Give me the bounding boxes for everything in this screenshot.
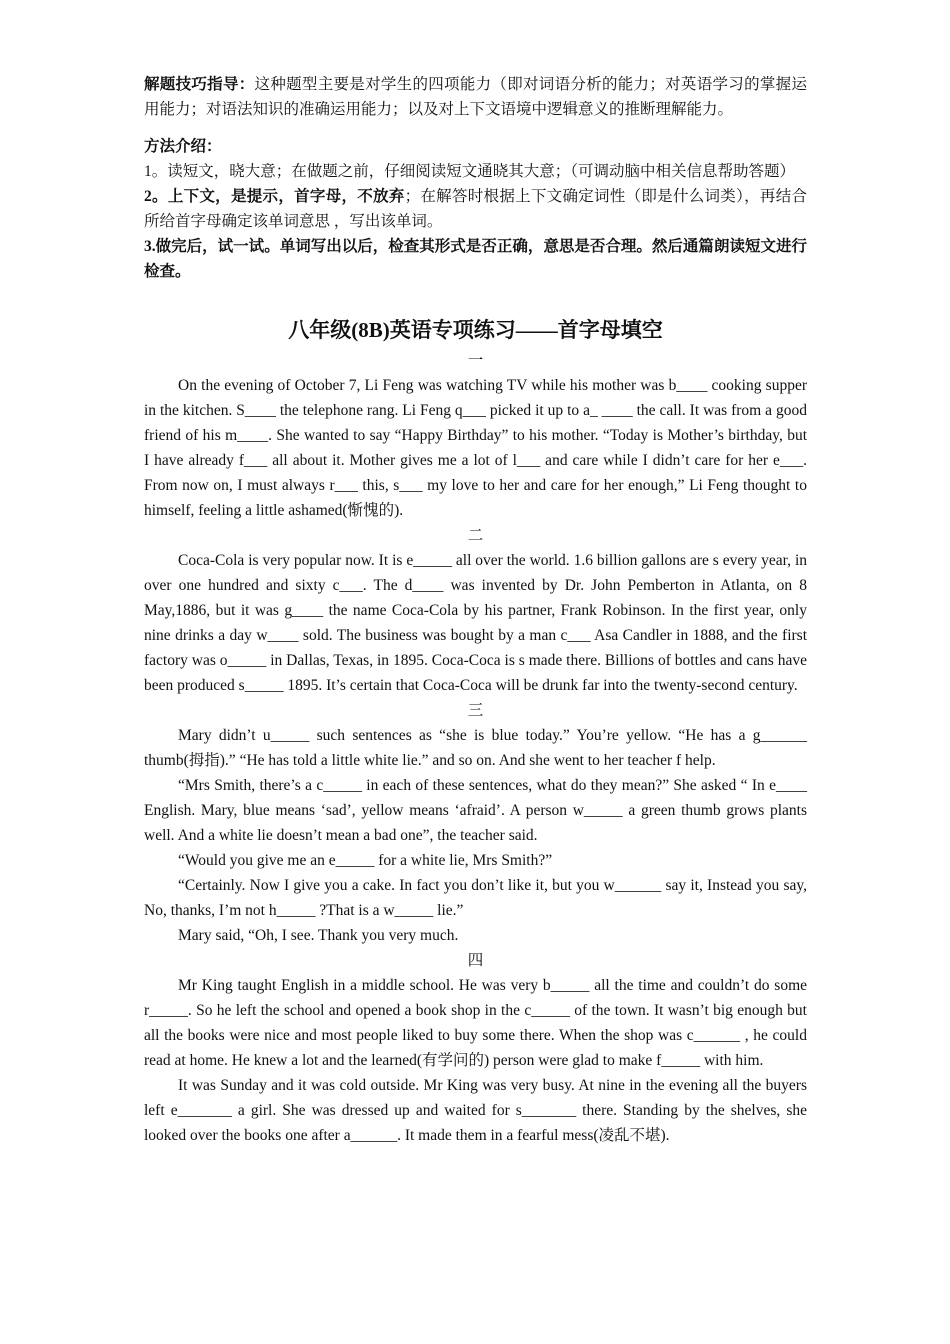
section-2 [144,523,807,698]
passage-paragraph: Coca-Cola is very popular now. It is e_____ all over the world. 1.6 billion gallons are s every year, in over one hundred and sixty c___. The d____ was invented by Dr. John Pemberton in Atlanta, on 8 May,1886, but it was g____ the name Coca-Cola by his partner, Frank Robinson. In the first year, only nine drinks a day w____ sold. The business was bought by a man c___ Asa Candler in 1888, and the first factory was o_____ in Dallas, Texas, in 1895. Coca-Coca is s made there. Billions of bottles and cans have been produced s_____ 1895. It’s certain that Coca-Coca will be drunk far into the twenty-second century. [144,552,807,694]
section-number: 二 [467,527,484,544]
section-number: 四 [467,952,484,969]
method-item-3: 3.做完后，试一试。单词写出以后，检查其形式是否正确，意思是否合理。然后通篇朗读短文进行检查。 [144,238,807,280]
method-item-2-bold: 2。上下文，是提示，首字母，不放弃 [144,188,405,205]
passage-paragraph: It was Sunday and it was cold outside. Mr King was very busy. At nine in the evening all the buyers left e_______ a girl. She was dressed up and waited for s_______ there. Standing by the shelves, she looked over the books one after a______. It made them in a fearful mess(凌乱不堪). [144,1077,807,1144]
page-title: 八年级(8B)英语专项练习——首字母填空 [288,318,663,342]
section-1 [144,348,807,523]
section-3 [144,698,807,948]
section-number: 三 [467,702,484,719]
passage-paragraph: Mary didn’t u_____ such sentences as “she is blue today.” You’re yellow. “He has a g______ thumb(拇指).” “He has told a little white lie.” and so on. And she went to her teacher f help. [144,727,807,769]
method-item-2-text: ；在解答时根据上下文确定词性（即是什么词类），再结合所给首字母确定该单词意思 ，写出该单词。 [144,188,807,230]
tips-text: 这种题型主要是对学生的四项能力（即对词语分析的能力；对英语学习的掌握运用能力；对语法知识的准确运用能力；以及对上下文语境中逻辑意义的推断理解能力。 [144,76,807,118]
intro-section [144,72,807,284]
method-label: 方法介绍： [144,138,222,155]
method-item-2 [144,184,807,234]
passage-paragraph: “Certainly. Now I give you a cake. In fact you don’t like it, but you w______ say it, Instead you say, No, thanks, I’m not h_____ ?That is a w_____ lie.” [144,877,807,919]
document-page [144,72,807,1148]
method-item-1: 1。读短文，晓大意；在做题之前，仔细阅读短文通晓其大意；（可调动脑中相关信息帮助答题） [144,163,796,180]
section-4 [144,948,807,1148]
passage-paragraph: “Mrs Smith, there’s a c_____ in each of these sentences, what do they mean?” She asked “ In e____ English. Mary, blue means ‘sad’, yellow means ‘afraid’. A person w_____ a green thumb grows plants well. And a white lie doesn’t mean a bad one”, the teacher said. [144,777,807,844]
passage-paragraph: Mary said, “Oh, I see. Thank you very much. [178,927,459,944]
section-number: 一 [467,352,484,369]
passage-paragraph: On the evening of October 7, Li Feng was watching TV while his mother was b____ cooking supper in the kitchen. S____ the telephone rang. Li Feng q___ picked it up to a_ ____ the call. It was from a good friend of his m____. She wanted to say “Happy Birthday” to his mother. “Today is Mother’s birthday, but I have already f___ all about it. Mother gives me a lot of l___ and care while I didn’t care for her e___. From now on, I must always r___ this, s___ my love to her and care for her enough,” Li Feng thought to himself, feeling a little ashamed(惭愧的). [144,377,807,519]
passage-paragraph: Mr King taught English in a middle school. He was very b_____ all the time and couldn’t do some r_____. So he left the school and opened a book shop in the c_____ of the town. It wasn’t big enough but all the books were nice and most people liked to buy some there. When the shop was c______ , he could read at home. He knew a lot and the learned(有学问的) person were glad to make f_____ with him. [144,977,807,1069]
tips-label: 解题技巧指导： [144,76,255,93]
passage-paragraph: “Would you give me an e_____ for a white lie, Mrs Smith?” [178,852,553,869]
method-heading [144,134,807,159]
tips-paragraph [144,72,807,122]
